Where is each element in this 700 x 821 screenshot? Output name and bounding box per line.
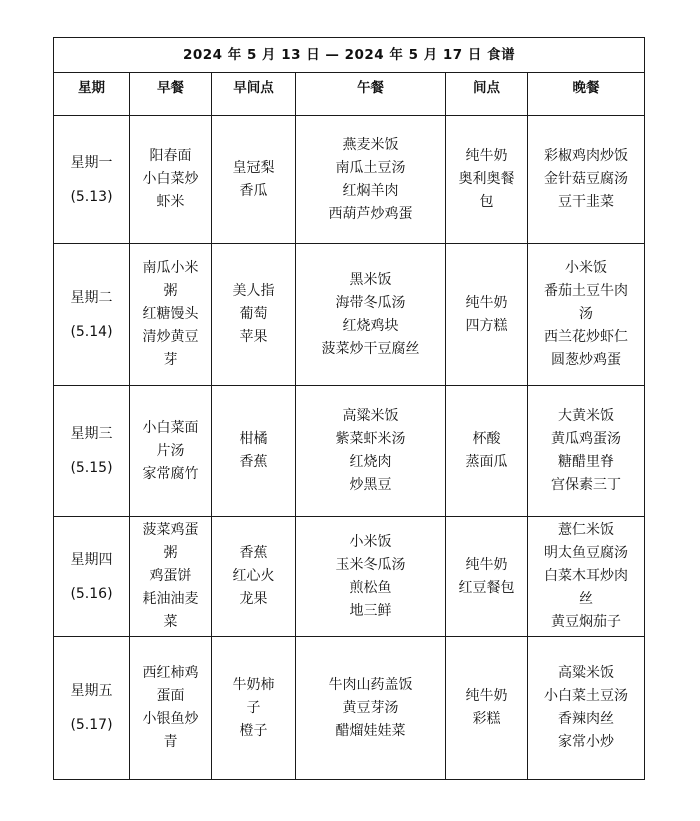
morning-snack-cell — [212, 637, 296, 780]
menu-item-line: 家常腐竹 — [142, 465, 199, 482]
menu-item-list — [532, 662, 640, 754]
menu-item-line: 奥利奥餐 — [458, 171, 515, 187]
menu-item-line: 黑米饭 — [349, 271, 392, 288]
menu-item-line: 四方糕 — [465, 317, 508, 334]
menu-item-line: 红豆餐包 — [458, 579, 515, 596]
menu-item-line: 大黄米饭 — [558, 408, 615, 424]
afternoon-snack-cell — [446, 386, 528, 517]
menu-item-line: 芽 — [163, 352, 178, 368]
menu-item-list — [532, 519, 640, 634]
menu-item-list — [532, 145, 640, 214]
day-date: (5.14) — [70, 323, 113, 340]
menu-item-line: 龙果 — [239, 591, 268, 607]
menu-item-line: 蒸面瓜 — [465, 454, 508, 470]
day-name: 星期五 — [70, 683, 113, 699]
menu-item-line: 菠菜炒干豆腐丝 — [321, 340, 420, 357]
lunch-cell — [296, 637, 446, 780]
menu-item-line: 苹果 — [239, 329, 268, 345]
menu-item-line: 小米饭 — [349, 533, 392, 550]
menu-item-list — [300, 674, 441, 743]
header-weekday: 星期 — [54, 73, 130, 116]
day-cell — [54, 244, 130, 386]
menu-item-line: 纯牛奶 — [465, 688, 508, 704]
menu-item-line: 纯牛奶 — [465, 148, 508, 164]
menu-item-line: 明太鱼豆腐汤 — [544, 545, 629, 561]
menu-title: 2024 年 5 月 13 日 — 2024 年 5 月 17 日 食谱 — [54, 38, 645, 73]
menu-item-line: 香辣肉丝 — [558, 711, 615, 727]
menu-item-line: 小白菜炒 — [142, 171, 199, 187]
day-date: (5.16) — [70, 585, 113, 602]
menu-item-line: 牛奶柿 — [232, 676, 275, 693]
menu-item-line: 煎松鱼 — [349, 579, 392, 596]
menu-item-list — [216, 542, 291, 611]
day-cell — [54, 517, 130, 637]
menu-item-line: 高粱米饭 — [558, 665, 615, 681]
breakfast-cell — [130, 244, 212, 386]
menu-item-list — [216, 674, 291, 743]
menu-item-list — [300, 405, 441, 497]
menu-item-line: 海带冬瓜汤 — [335, 294, 406, 311]
afternoon-snack-cell — [446, 116, 528, 244]
day-name: 星期二 — [70, 289, 113, 306]
header-breakfast: 早餐 — [130, 73, 212, 116]
menu-item-list — [450, 554, 523, 600]
menu-item-line: 黄豆芽汤 — [342, 699, 399, 716]
menu-item-list — [216, 280, 291, 349]
menu-item-line: 黄豆焖茄子 — [551, 614, 622, 630]
lunch-cell — [296, 244, 446, 386]
morning-snack-cell — [212, 244, 296, 386]
menu-item-line: 香蕉 — [239, 545, 268, 561]
weekly-menu-table — [53, 37, 645, 780]
menu-item-line: 丝 — [579, 591, 594, 607]
dinner-cell — [528, 116, 645, 244]
menu-item-list — [216, 428, 291, 474]
lunch-cell — [296, 116, 446, 244]
menu-item-line: 耗油油麦 — [142, 591, 199, 607]
header-morning-snack: 早间点 — [212, 73, 296, 116]
menu-item-line: 醋熘娃娃菜 — [335, 722, 406, 739]
menu-item-line: 杯酸 — [472, 431, 501, 447]
menu-item-line: 青 — [163, 734, 178, 750]
menu-item-line: 蛋面 — [156, 688, 185, 704]
menu-item-line: 南瓜小米 — [142, 260, 199, 276]
menu-item-line: 黄瓜鸡蛋汤 — [551, 431, 622, 447]
menu-item-line: 红焖羊肉 — [342, 182, 399, 199]
menu-item-list — [532, 405, 640, 497]
menu-item-line: 牛肉山药盖饭 — [328, 676, 413, 693]
lunch-cell — [296, 386, 446, 517]
menu-item-list — [450, 428, 523, 474]
afternoon-snack-cell — [446, 637, 528, 780]
menu-item-line: 高粱米饭 — [342, 408, 399, 424]
afternoon-snack-cell — [446, 517, 528, 637]
menu-item-line: 香瓜 — [239, 182, 268, 199]
menu-item-line: 红烧肉 — [349, 454, 392, 470]
menu-item-line: 小米饭 — [565, 260, 608, 276]
menu-item-line: 纯牛奶 — [465, 294, 508, 311]
dinner-cell — [528, 637, 645, 780]
menu-item-list — [134, 257, 207, 372]
menu-item-line: 纯牛奶 — [465, 556, 508, 573]
menu-item-line: 家常小炒 — [558, 734, 615, 750]
menu-item-line: 糖醋里脊 — [558, 454, 615, 470]
breakfast-cell — [130, 517, 212, 637]
menu-item-line: 炒黑豆 — [349, 477, 392, 493]
day-name: 星期四 — [70, 551, 113, 568]
dinner-cell — [528, 386, 645, 517]
menu-item-line: 西红柿鸡 — [142, 665, 199, 681]
menu-item-list — [134, 519, 207, 634]
menu-item-line: 豆干韭菜 — [558, 194, 615, 210]
menu-item-line: 玉米冬瓜汤 — [335, 556, 406, 573]
menu-item-line: 燕麦米饭 — [342, 136, 399, 153]
breakfast-cell — [130, 116, 212, 244]
menu-item-line: 橙子 — [239, 722, 268, 739]
day-row-wednesday — [54, 386, 645, 517]
menu-item-line: 小白菜面 — [142, 419, 199, 436]
menu-item-line: 香蕉 — [239, 454, 268, 470]
menu-item-line: 鸡蛋饼 — [149, 568, 192, 584]
morning-snack-cell — [212, 517, 296, 637]
menu-item-list — [300, 531, 441, 623]
menu-item-line: 菜 — [163, 614, 178, 630]
day-name: 星期一 — [70, 154, 113, 171]
dinner-cell — [528, 517, 645, 637]
menu-item-line: 虾米 — [156, 194, 185, 210]
menu-item-line: 西兰花炒虾仁 — [544, 329, 629, 345]
afternoon-snack-cell — [446, 244, 528, 386]
menu-item-line: 子 — [246, 699, 261, 716]
day-name: 星期三 — [70, 426, 113, 442]
day-row-monday — [54, 116, 645, 244]
menu-item-line: 红心火 — [232, 568, 275, 584]
menu-item-line: 地三鲜 — [349, 602, 392, 619]
menu-item-line: 彩糕 — [472, 711, 501, 727]
day-row-tuesday — [54, 244, 645, 386]
menu-item-list — [300, 134, 441, 226]
menu-item-line: 汤 — [579, 306, 594, 322]
menu-item-list — [532, 257, 640, 372]
menu-item-line: 红烧鸡块 — [342, 317, 399, 334]
menu-item-list — [134, 145, 207, 214]
menu-item-line: 西葫芦炒鸡蛋 — [328, 205, 413, 222]
menu-item-line: 柑橘 — [239, 431, 268, 447]
menu-item-line: 小银鱼炒 — [142, 711, 199, 727]
header-dinner: 晚餐 — [528, 73, 645, 116]
day-date: (5.17) — [70, 717, 113, 733]
menu-item-line: 紫菜虾米汤 — [335, 431, 406, 447]
title-row — [54, 38, 645, 73]
day-cell — [54, 116, 130, 244]
menu-item-line: 薏仁米饭 — [558, 522, 615, 538]
menu-item-line: 葡萄 — [239, 306, 268, 322]
menu-item-list — [216, 157, 291, 203]
menu-item-line: 番茄土豆牛肉 — [544, 283, 629, 299]
day-date: (5.13) — [70, 188, 113, 205]
menu-item-line: 圆葱炒鸡蛋 — [551, 352, 622, 368]
menu-item-list — [300, 269, 441, 361]
dinner-cell — [528, 244, 645, 386]
morning-snack-cell — [212, 116, 296, 244]
header-lunch: 午餐 — [296, 73, 446, 116]
header-afternoon-snack: 间点 — [446, 73, 528, 116]
menu-item-list — [134, 662, 207, 754]
menu-item-line: 美人指 — [232, 283, 275, 299]
breakfast-cell — [130, 386, 212, 517]
breakfast-cell — [130, 637, 212, 780]
menu-item-line: 包 — [479, 194, 494, 210]
menu-item-line: 片汤 — [156, 442, 185, 459]
menu-item-list — [450, 685, 523, 731]
menu-item-line: 白菜木耳炒肉 — [544, 568, 629, 584]
menu-item-line: 皇冠梨 — [232, 159, 275, 176]
day-cell — [54, 386, 130, 517]
morning-snack-cell — [212, 386, 296, 517]
menu-item-list — [134, 417, 207, 486]
menu-item-line: 阳春面 — [149, 148, 192, 164]
menu-item-line: 粥 — [163, 283, 178, 299]
menu-item-line: 红糖馒头 — [142, 306, 199, 322]
day-cell — [54, 637, 130, 780]
menu-item-line: 宫保素三丁 — [551, 477, 622, 493]
menu-item-line: 粥 — [163, 545, 178, 561]
day-date: (5.15) — [70, 460, 113, 476]
header-row — [54, 73, 645, 116]
menu-item-line: 南瓜土豆汤 — [335, 159, 406, 176]
menu-item-list — [450, 145, 523, 214]
day-row-thursday — [54, 517, 645, 637]
lunch-cell — [296, 517, 446, 637]
menu-item-line: 菠菜鸡蛋 — [142, 522, 199, 538]
menu-item-line: 金针菇豆腐汤 — [544, 171, 629, 187]
menu-item-line: 清炒黄豆 — [142, 329, 199, 345]
menu-item-line: 小白菜土豆汤 — [544, 688, 629, 704]
menu-item-list — [450, 292, 523, 338]
menu-item-line: 彩椒鸡肉炒饭 — [544, 148, 629, 164]
day-row-friday — [54, 637, 645, 780]
